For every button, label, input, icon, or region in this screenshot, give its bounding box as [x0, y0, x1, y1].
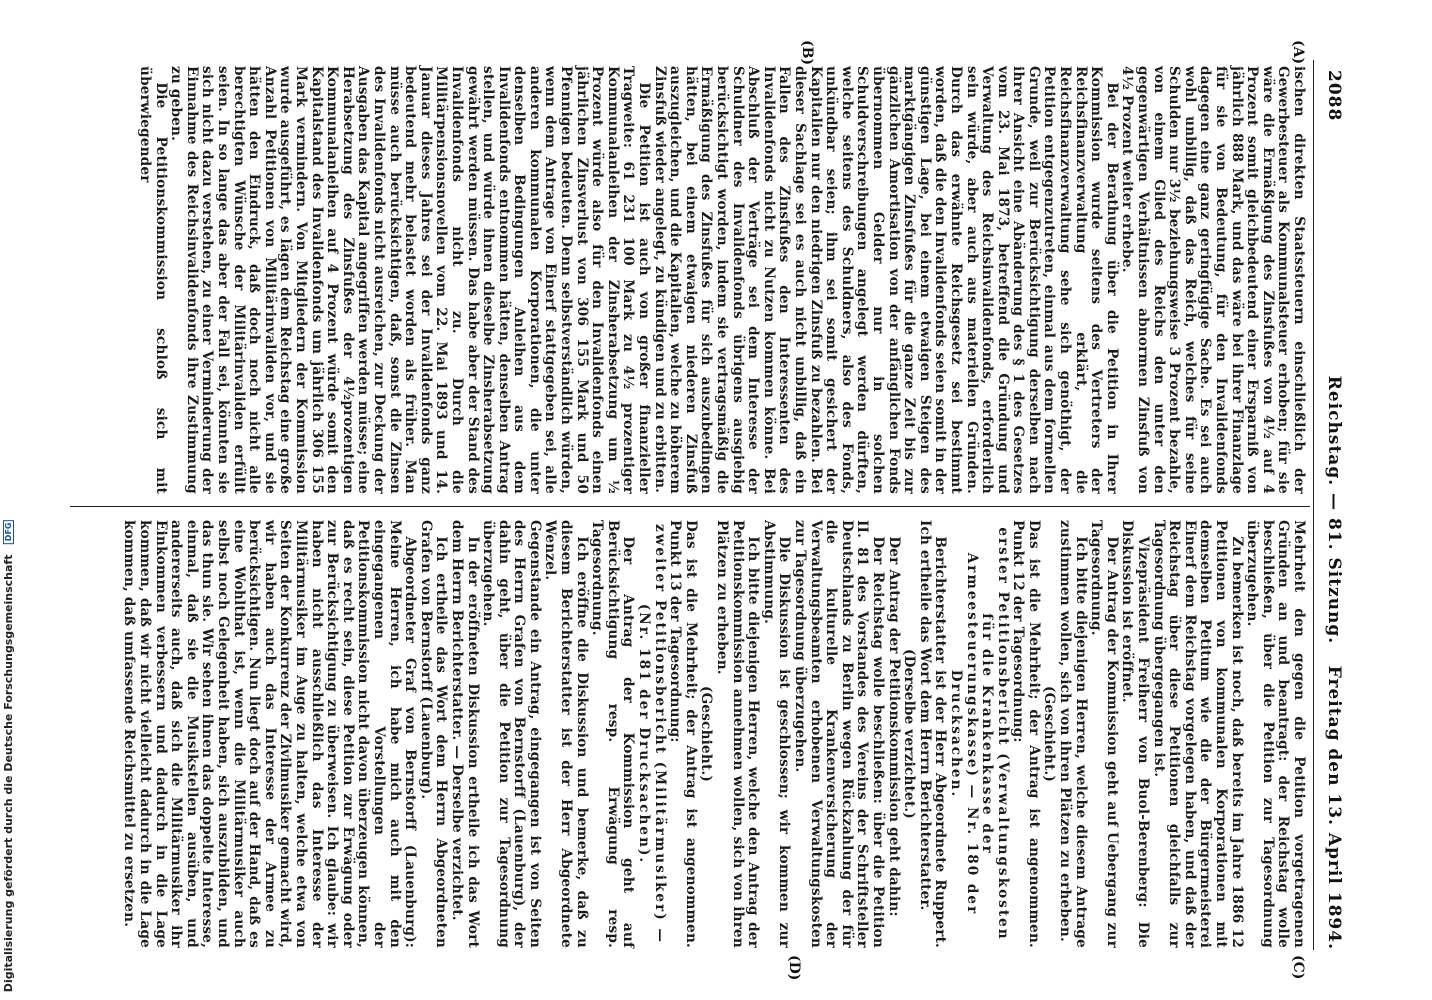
paragraph: Ich ertheile das Wort dem Herrn Abgeordneten Grafen von Bernstorff (Lauenburg). [417, 520, 450, 948]
paragraph: Ich bitte diejenigen Herren, welche den Antrag der Petitionskommission annehmen wollen, sich von ihren Plätzen zu erheben. [714, 520, 762, 948]
stage-direction: (Geschieht.) [698, 685, 715, 783]
right-column [121, 520, 1306, 948]
left-column [136, 66, 1306, 494]
paragraph: Mehrheit den gegen die Petition vorgetragenen Gründen an und beantragt: der Reichstag wolle beschließen, über die Petition zur Tagesordnung überzugehen. [1244, 520, 1307, 948]
paragraph: ischen direkten Staatssteuern einschließlich der Gewerbesteuer als Kommunalsteuer erhoben; für sie wäre die Ermäßigung des Zinsfußes von 4½ auf 4 Prozent somit gleichbedeutend einer Ersparniß von jährlich 888 Mark, und das wäre bei ihrer Finanzlage für sie von Bedeutung, für den Invalidenfonds dagegen eine ganz geringfügige Sache. Es sei auch wohl unbillig, daß das Reich, welches für seine Schulden nur 3½ beziehungsweise 3 Prozent bezahle, von einem Glied des Reichs den unter den gegenwärtigen Verhältnissen abnormen Zinsfuß von 4½ Prozent weiter erhebe. [1119, 66, 1307, 494]
paragraph: Der Antrag der Petitionskommission geht dahin: [885, 536, 902, 917]
agenda-heading: zweiter Petitionsbericht (Militärmusiker) — (Nr. 181 der Drucksachen). [636, 524, 668, 944]
paragraph: In der eröffneten Diskussion ertheile ich das Wort dem Herrn Berichterstatter. — Derselbe verzichtet. [448, 520, 481, 948]
paragraph: Das ist die Mehrheit; der Antrag ist angenommen. Punkt 12 der Tagesordnung: [1010, 520, 1042, 948]
running-title: Reichstag. — 81. Sitzung. [1324, 375, 1344, 645]
stage-direction: (Derselbe verzichtet.) [901, 649, 918, 819]
paragraph: Gegenstande ein Antrag, eingegangen ist von Seiten des Herrn Grafen von Bernstorff (Lauenburg), der dahin geht, über die Petition zur Tagesordnung überzugehen. [480, 520, 543, 948]
paragraph: Die Diskussion ist geschlossen; wir kommen zur Abstimmung. [760, 520, 793, 948]
paragraph: Ich bitte diejenigen Herren, welche diesem Antrage zustimmen wollen, sich von ihren Plätzen zu erheben. [1057, 520, 1089, 948]
digitization-sidebar [0, 0, 18, 1000]
column-divider [70, 506, 1310, 507]
digitization-credit [2, 520, 16, 992]
paragraph: Ich eröffne die Diskussion und bemerke, daß zu diesem Berichterstatter ist der Herr Abgeordnete Wenzel. [542, 520, 590, 948]
session-date: Freitag den 13. April 1894. [1324, 665, 1344, 950]
motion-text: Der Reichstag wolle beschließen: über die Petition II. 81 des Vorstandes des Vereins der Schriftsteller Deutschlands zu Berlin wegen Rückzahlung der für die kulturelle Krankenversicherung der Verwaltungsbeamten erhobenen Verwaltungskosten zur Tagesordnung überzugehen. [792, 520, 886, 948]
stage-direction: (Geschieht.) [1041, 685, 1058, 783]
agenda-heading: erster Petitionsbericht (Verwaltungskosten für die Krankenkasse der Armeesteuerungskasse) — Nr. 180 der Drucksachen. [947, 527, 1011, 941]
paragraph: Der Antrag der Kommission geht auf Uebergang zur Tagesordnung. [1088, 520, 1120, 948]
margin-marker-d: (D) [786, 955, 802, 981]
paragraph: Die Petitionskommission schloß sich mit überwiegender [137, 66, 169, 494]
margin-marker-a: (A) [1290, 40, 1306, 65]
paragraph: Die Petition ist auch von großer finanzieller Tragweite: 61 231 100 Mark zu 4½ prozentiger Kommunalanleihen der Zinsherabsetzung um ½ Prozent würde also für den Invalidenfonds einen jährlichen Zinsverlust von 306 155 Mark und 50 Pfennigen bedeuten. Denn selbstverständlich würden, wenn dem Antrage von Einerf stattgegeben sei, alle anderen kommunalen Korporationen, die unter denselben Bedingungen Anleihen aus dem Invalidenfonds entnommen hätten, denselben Antrag stellen, und würde ihnen dieselbe Zinsherabsetzung gewährt werden müssen. Das habe aber der Stand des Invalidenfonds nicht zu. Durch die Militärpensionsnovellen vom 22. Mai 1893 und 14. Januar dieses Jahres sei der Invalidenfonds ganz bedeutend mehr belastet worden als früher. Man müsse auch berücksichtigen, daß, sonst die Zinsen des Invalidenfonds nicht ausreichen, zur Deckung der Ausgaben das Kapital angegriffen werden müsse; eine Herabsetzung des Zinsfußes der 4½prozentigen Kommunalanleihen auf 4 Prozent würde somit den Kapitalstand des Invalidenfonds um jährlich 306 155 Mark vermindern. Von Mitgliedern der Kommission wurde ausgeführt, es lägen dem Reichstag eine große Anzahl Petitionen von Militärinvaliden vor, und sie hätten den Eindruck, daß doch noch nicht alle berechtigten Wünsche der Militärinvaliden erfüllt seien. In so lange das aber der Fall sei, könnten sie sich nicht dazu verstehen, zu einer Verminderung der Einnahme des Reichsinvalidenfonds ihre Zustimmung zu geben. [168, 66, 653, 494]
dfg-logo-icon: DFG [3, 520, 14, 545]
paragraph: Der Antrag der Kommission geht auf Berücksichtigung resp. Erwägung resp. Tagesordnung. [589, 520, 637, 948]
margin-marker-b: (B) [799, 40, 815, 66]
paragraph: Berichterstatter ist der Herr Abgeordnete Ruppert. Ich ertheile das Wort dem Herrn Berichterstatter. [916, 520, 949, 948]
margin-marker-c: (C) [1290, 955, 1306, 980]
page-number: 2088 [1324, 70, 1344, 122]
speaker-paragraph: Vizepräsident Freiherr von Buol-Berenberg: Die Diskussion ist eröffnet. [1119, 520, 1152, 948]
speaker-paragraph: Abgeordneter Graf von Bernstorff (Lauenburg): Meine Herren, ich habe mich auch mit den eingegangenen Vorstellungen der Petitionskommission nicht davon überzeugen können, daß es recht sein, diese Petition zur Erwägung oder zur Berücksichtigung zu überweisen. Ich glaube: wir haben nicht ausschließlich das Interesse der Militärmusiker im Auge zu halten, welche etwa von Seiten der Konkurrenz der Zivilmusiker gemacht wird, wir haben auch das Interesse der Armee zu berücksichtigen. Nun liegt doch auf der Hand, daß es eine Wohlthat ist, wenn die Militärmusiker auch selbst noch Gelegenheit haben, sich auszubilden, und das thun sie. Wir sehen ihnen das doppelte Interesse, einmal, daß sie die Musikstellen ausüben, und andererseits auch, daß sich die Militärmusiker ihr Einkommen verbessern und dadurch in die Lage kommen, daß wir nicht vielleicht dadurch in die Lage kommen, daß umfassende Reichsmittel zu ersetzen. [121, 520, 419, 948]
credit-text: Digitalisierung gefördert durch die Deutsche Forschungsgemeinschaft [2, 554, 15, 992]
paragraph: Das ist die Mehrheit; der Antrag ist angenommen. Punkt 13 der Tagesordnung: [667, 520, 699, 948]
page-header [1314, 70, 1344, 950]
paragraph: Zu bemerken ist noch, daß bereits im Jahre 1886 12 Petitionen von kommunalen Korporationen mit demselben Petitum wie die der Bürgermeisterei Einerf dem Reichstag vorgelegen haben, und daß der Reichstag über diese Petitionen gleichfalls zur Tagesordnung übergegangen ist. [1150, 520, 1245, 948]
paragraph: Bei der Berathung über die Petition in Ihrer Kommission wurde seitens des Vertreters der Reichsfinanzverwaltung erklärt, die Reichsfinanzverwaltung sehe sich genöthigt, der Petition entgegenzutreten, einmal aus dem formellen Grunde, weil zur Berücksichtigung derselben nach ihrer Ansicht eine Abänderung des § 1 des Gesetzes vom 23. Mai 1873, betreffend die Gründung und Verwaltung des Reichsinvalidenfonds, erforderlich sein würde, aber auch aus materiellen Gründen. Durch das erwähnte Reichsgesetz sei bestimmt worden, daß die den Invalidenfonds seien somit in der günstigen Lage, bei einem etwaigen Steigen des marktgängigen Zinsfußes für die ganze Zeit bis zur gänzlichen Amortisation von der anfänglichen Fonds übernommen Gelder nur in solchen Schuldverschreibungen angelegt werden dürften, welche seitens des Schuldners, also des Fonds, unkündbar seien; ihm sei somit gesichert der Kapitalien nur den niedrigen Zinsfuß zu bezahlen. Bei dieser Sachlage sei es auch nicht unbillig, daß ein Fallen des Zinsfußes den Interessenten des Invalidenfonds nicht zu Nutzen kommen könne. Bei Abschluß der Verträge sei dem Interesse der Schuldner des Invalidenfonds übrigens ausgiebig berücksichtigt worden, indem sie vertragsmäßig die Ermäßigung des Zinsfußes für sich auszubedingen hätten, bei einem etwaigen niederen Zinsfuß auszugleichen, und die Kapitalien, welche zu höherem Zinsfuß wieder angelegt, zu kündigen und zu erbitten. [651, 66, 1120, 494]
header-rule [1313, 60, 1314, 950]
